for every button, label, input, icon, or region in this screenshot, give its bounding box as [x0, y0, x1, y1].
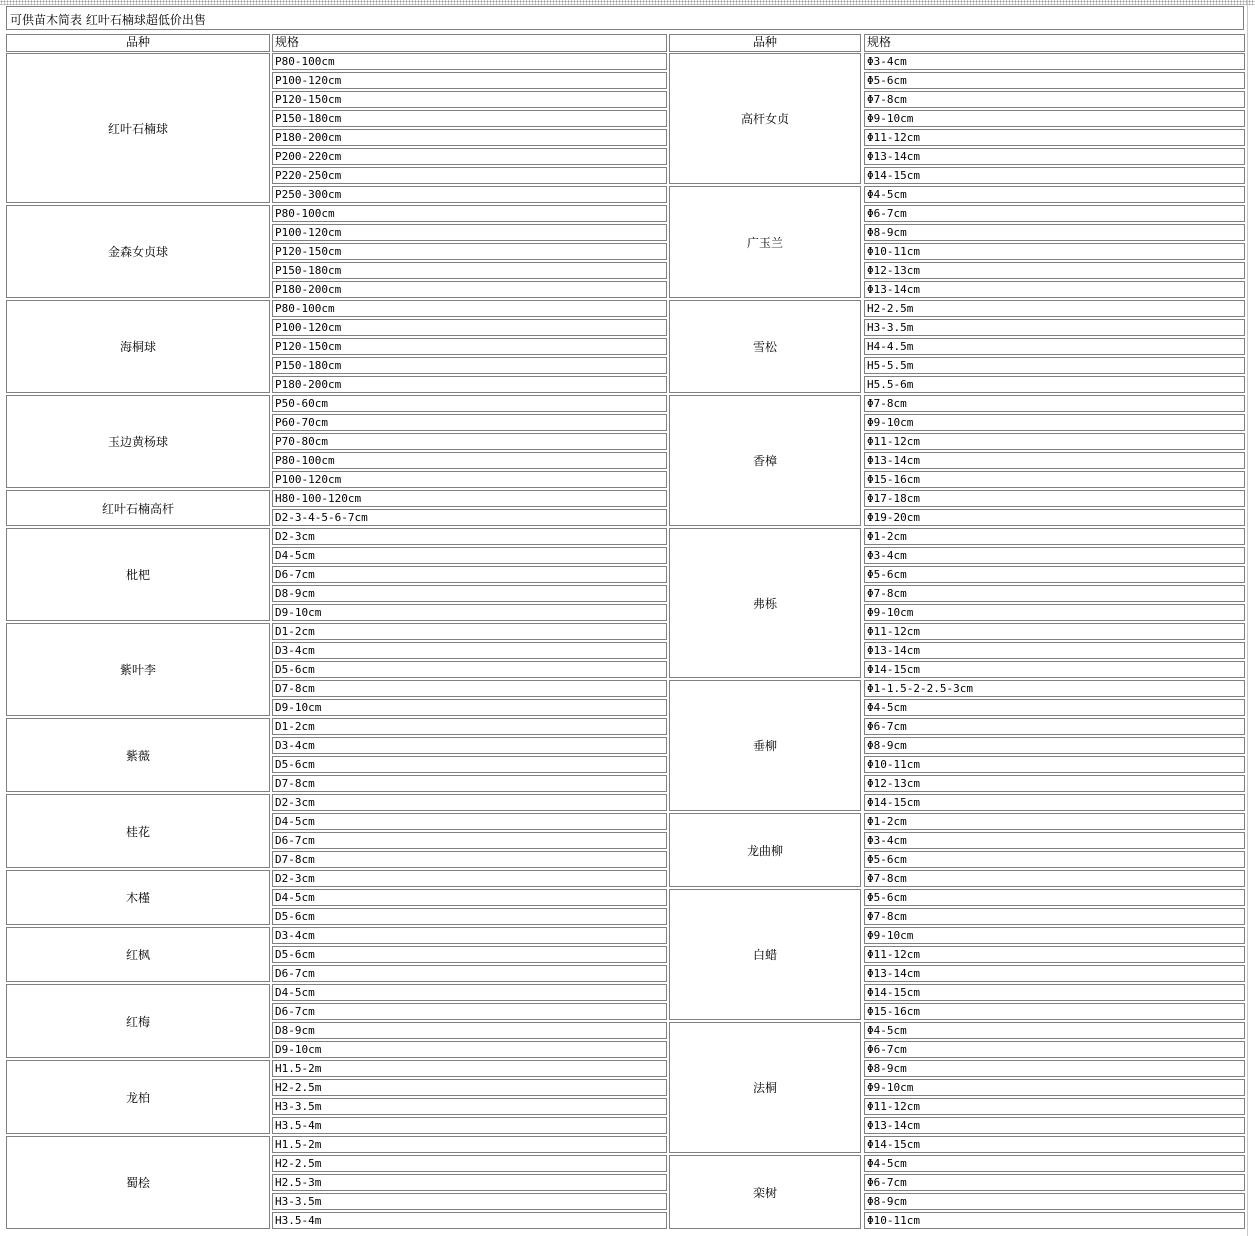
- spec-cell: Φ9-10cm: [864, 414, 1245, 431]
- spec-cell: D9-10cm: [272, 604, 667, 621]
- spec-cell: Φ14-15cm: [864, 167, 1245, 184]
- page-title: 可供苗木简表 红叶石楠球超低价出售: [10, 13, 206, 27]
- spec-cell: Φ14-15cm: [864, 661, 1245, 678]
- spec-cell: Φ6-7cm: [864, 1041, 1245, 1058]
- variety-name: 法桐: [669, 1022, 861, 1153]
- header-variety-right: 品种: [669, 34, 861, 52]
- spec-cell: Φ14-15cm: [864, 984, 1245, 1001]
- spec-cell: Φ3-4cm: [864, 832, 1245, 849]
- spec-cell: Φ6-7cm: [864, 718, 1245, 735]
- spec-cell: P180-200cm: [272, 281, 667, 298]
- spec-cell: D7-8cm: [272, 851, 667, 868]
- spec-cell: Φ12-13cm: [864, 262, 1245, 279]
- spec-cell: Φ8-9cm: [864, 1193, 1245, 1210]
- spec-cell: Φ1-1.5-2-2.5-3cm: [864, 680, 1245, 697]
- spec-cell: P100-120cm: [272, 471, 667, 488]
- spec-cell: D3-4cm: [272, 642, 667, 659]
- spec-cell: Φ11-12cm: [864, 129, 1245, 146]
- spec-cell: P200-220cm: [272, 148, 667, 165]
- spec-cell: P120-150cm: [272, 91, 667, 108]
- spec-cell: P150-180cm: [272, 357, 667, 374]
- spec-cell: D4-5cm: [272, 889, 667, 906]
- spec-cell: Φ8-9cm: [864, 737, 1245, 754]
- variety-name: 木槿: [6, 870, 270, 925]
- spec-cell: H4-4.5m: [864, 338, 1245, 355]
- spec-cell: Φ19-20cm: [864, 509, 1245, 526]
- right-edge-line: [1247, 0, 1248, 1236]
- spec-cell: H2.5-3m: [272, 1174, 667, 1191]
- spec-cell: P220-250cm: [272, 167, 667, 184]
- variety-name: 广玉兰: [669, 186, 861, 298]
- spec-cell: H1.5-2m: [272, 1136, 667, 1153]
- spec-cell: P180-200cm: [272, 129, 667, 146]
- spec-cell: Φ10-11cm: [864, 1212, 1245, 1229]
- variety-name: 红梅: [6, 984, 270, 1058]
- spec-cell: Φ6-7cm: [864, 1174, 1245, 1191]
- spec-cell: D2-3cm: [272, 528, 667, 545]
- spec-cell: D3-4cm: [272, 927, 667, 944]
- spec-cell: Φ7-8cm: [864, 91, 1245, 108]
- variety-name: 紫叶李: [6, 623, 270, 716]
- variety-name: 龙柏: [6, 1060, 270, 1134]
- spec-cell: Φ8-9cm: [864, 1060, 1245, 1077]
- spec-cell: Φ3-4cm: [864, 53, 1245, 70]
- variety-name: 白蜡: [669, 889, 861, 1020]
- spec-cell: D7-8cm: [272, 775, 667, 792]
- spec-cell: Φ14-15cm: [864, 1136, 1245, 1153]
- spec-cell: D9-10cm: [272, 1041, 667, 1058]
- spec-cell: Φ5-6cm: [864, 889, 1245, 906]
- spec-cell: P70-80cm: [272, 433, 667, 450]
- spec-cell: Φ4-5cm: [864, 1155, 1245, 1172]
- spec-cell: H3-3.5m: [272, 1193, 667, 1210]
- spec-cell: D8-9cm: [272, 585, 667, 602]
- spec-cell: Φ10-11cm: [864, 243, 1245, 260]
- spec-cell: Φ13-14cm: [864, 281, 1245, 298]
- header-spec-right: 规格: [864, 34, 1245, 52]
- spec-cell: Φ5-6cm: [864, 566, 1245, 583]
- spec-cell: Φ5-6cm: [864, 851, 1245, 868]
- spec-cell: Φ12-13cm: [864, 775, 1245, 792]
- spec-cell: P80-100cm: [272, 205, 667, 222]
- spec-cell: D6-7cm: [272, 566, 667, 583]
- spec-cell: D1-2cm: [272, 623, 667, 640]
- spec-cell: D5-6cm: [272, 908, 667, 925]
- variety-name: 枇杷: [6, 528, 270, 621]
- spec-cell: P100-120cm: [272, 319, 667, 336]
- spec-cell: P80-100cm: [272, 452, 667, 469]
- spec-cell: Φ11-12cm: [864, 433, 1245, 450]
- spec-cell: H3.5-4m: [272, 1117, 667, 1134]
- spec-cell: D5-6cm: [272, 661, 667, 678]
- spec-cell: Φ8-9cm: [864, 224, 1245, 241]
- spec-cell: D2-3cm: [272, 794, 667, 811]
- spec-cell: H2-2.5m: [864, 300, 1245, 317]
- spec-cell: Φ1-2cm: [864, 528, 1245, 545]
- variety-name: 金森女贞球: [6, 205, 270, 298]
- spec-cell: P100-120cm: [272, 224, 667, 241]
- spec-cell: Φ13-14cm: [864, 1117, 1245, 1134]
- spec-cell: Φ10-11cm: [864, 756, 1245, 773]
- spec-cell: P250-300cm: [272, 186, 667, 203]
- variety-name: 海桐球: [6, 300, 270, 393]
- spec-cell: Φ11-12cm: [864, 623, 1245, 640]
- spec-cell: D8-9cm: [272, 1022, 667, 1039]
- spec-cell: D1-2cm: [272, 718, 667, 735]
- spec-cell: P100-120cm: [272, 72, 667, 89]
- spec-cell: Φ9-10cm: [864, 604, 1245, 621]
- variety-name: 弗栎: [669, 528, 861, 678]
- variety-name: 红枫: [6, 927, 270, 982]
- spec-cell: D6-7cm: [272, 965, 667, 982]
- spec-cell: Φ13-14cm: [864, 642, 1245, 659]
- variety-name: 紫薇: [6, 718, 270, 792]
- spec-cell: Φ5-6cm: [864, 72, 1245, 89]
- spec-cell: Φ6-7cm: [864, 205, 1245, 222]
- spec-cell: H3-3.5m: [864, 319, 1245, 336]
- spec-cell: Φ4-5cm: [864, 1022, 1245, 1039]
- spec-cell: Φ3-4cm: [864, 547, 1245, 564]
- variety-name: 香樟: [669, 395, 861, 526]
- spec-cell: Φ4-5cm: [864, 186, 1245, 203]
- header-spec-left: 规格: [272, 34, 667, 52]
- spec-cell: D7-8cm: [272, 680, 667, 697]
- spec-cell: Φ1-2cm: [864, 813, 1245, 830]
- variety-name: 红叶石楠高杆: [6, 490, 270, 526]
- spec-cell: P80-100cm: [272, 300, 667, 317]
- spec-cell: P80-100cm: [272, 53, 667, 70]
- spec-cell: H80-100-120cm: [272, 490, 667, 507]
- spec-cell: Φ9-10cm: [864, 927, 1245, 944]
- spec-cell: H5-5.5m: [864, 357, 1245, 374]
- spec-cell: D6-7cm: [272, 832, 667, 849]
- spec-cell: P120-150cm: [272, 243, 667, 260]
- variety-name: 龙曲柳: [669, 813, 861, 887]
- spec-cell: Φ9-10cm: [864, 110, 1245, 127]
- spec-cell: P150-180cm: [272, 262, 667, 279]
- spec-cell: Φ7-8cm: [864, 908, 1245, 925]
- spec-cell: Φ11-12cm: [864, 946, 1245, 963]
- spec-cell: D2-3-4-5-6-7cm: [272, 509, 667, 526]
- spec-cell: Φ13-14cm: [864, 452, 1245, 469]
- spec-cell: P60-70cm: [272, 414, 667, 431]
- variety-name: 蜀桧: [6, 1136, 270, 1229]
- header-variety-left: 品种: [6, 34, 270, 52]
- spec-cell: Φ15-16cm: [864, 471, 1245, 488]
- spec-cell: D3-4cm: [272, 737, 667, 754]
- spec-cell: P120-150cm: [272, 338, 667, 355]
- spec-cell: D4-5cm: [272, 984, 667, 1001]
- spec-cell: D9-10cm: [272, 699, 667, 716]
- title-bar: [6, 6, 1244, 30]
- spec-cell: H2-2.5m: [272, 1155, 667, 1172]
- spec-cell: Φ13-14cm: [864, 148, 1245, 165]
- variety-name: 红叶石楠球: [6, 53, 270, 203]
- variety-name: 桂花: [6, 794, 270, 868]
- spec-cell: H1.5-2m: [272, 1060, 667, 1077]
- spec-cell: H3.5-4m: [272, 1212, 667, 1229]
- spec-cell: H5.5-6m: [864, 376, 1245, 393]
- spec-cell: Φ17-18cm: [864, 490, 1245, 507]
- spec-cell: Φ7-8cm: [864, 585, 1245, 602]
- spec-cell: D2-3cm: [272, 870, 667, 887]
- spec-cell: D4-5cm: [272, 547, 667, 564]
- variety-name: 雪松: [669, 300, 861, 393]
- spec-cell: Φ7-8cm: [864, 870, 1245, 887]
- spec-cell: D5-6cm: [272, 756, 667, 773]
- spec-cell: H3-3.5m: [272, 1098, 667, 1115]
- spec-cell: D5-6cm: [272, 946, 667, 963]
- spec-cell: D4-5cm: [272, 813, 667, 830]
- spec-cell: P150-180cm: [272, 110, 667, 127]
- variety-name: 栾树: [669, 1155, 861, 1229]
- top-dotted-border: [0, 0, 1255, 5]
- spec-cell: Φ4-5cm: [864, 699, 1245, 716]
- spec-cell: Φ7-8cm: [864, 395, 1245, 412]
- spec-cell: Φ15-16cm: [864, 1003, 1245, 1020]
- spec-cell: P50-60cm: [272, 395, 667, 412]
- variety-name: 玉边黄杨球: [6, 395, 270, 488]
- spec-cell: Φ13-14cm: [864, 965, 1245, 982]
- spec-cell: P180-200cm: [272, 376, 667, 393]
- spec-cell: D6-7cm: [272, 1003, 667, 1020]
- spec-cell: Φ9-10cm: [864, 1079, 1245, 1096]
- spec-cell: Φ11-12cm: [864, 1098, 1245, 1115]
- spec-cell: H2-2.5m: [272, 1079, 667, 1096]
- variety-name: 高杆女贞: [669, 53, 861, 184]
- spec-cell: Φ14-15cm: [864, 794, 1245, 811]
- variety-name: 垂柳: [669, 680, 861, 811]
